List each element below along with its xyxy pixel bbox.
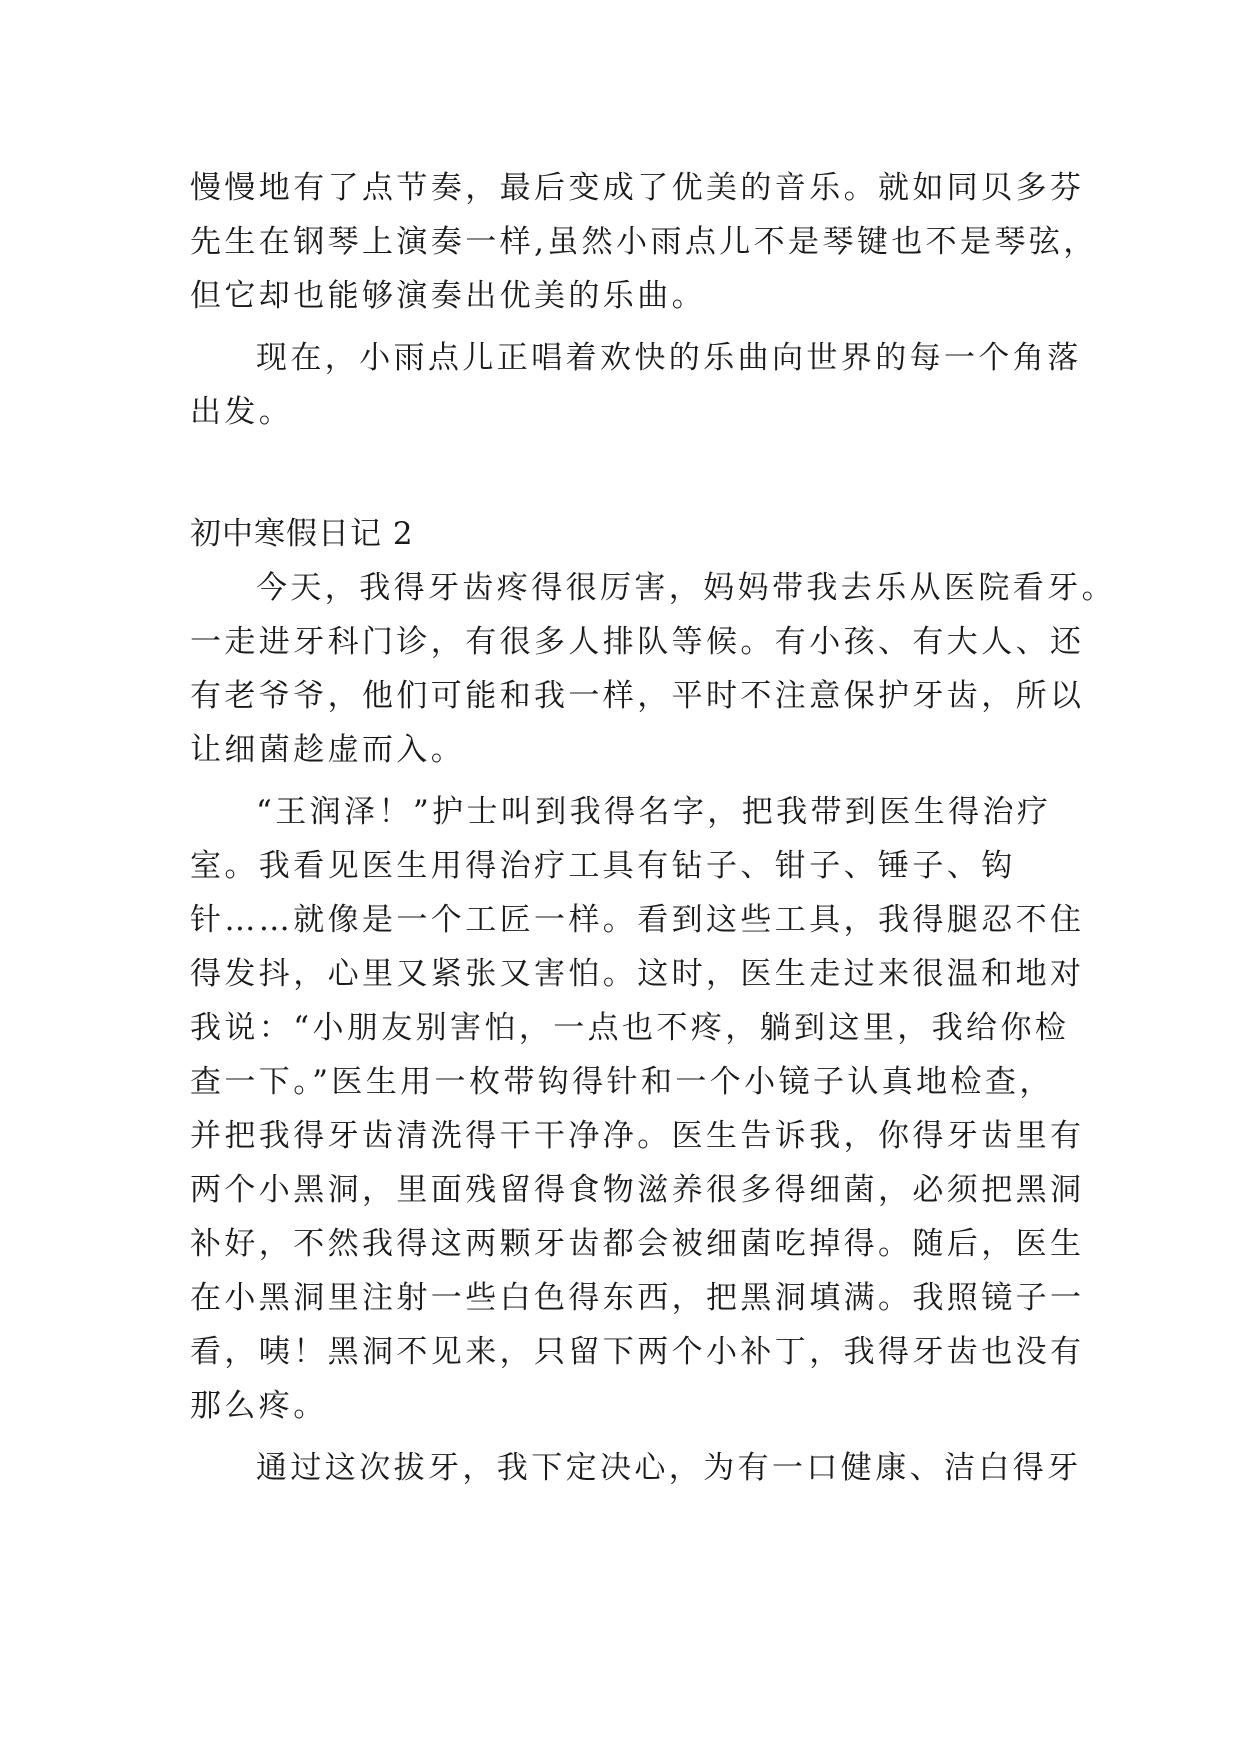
body-text-line: 并把我得牙齿清洗得干干净净。医生告诉我，你得牙齿里有: [190, 1118, 1085, 1154]
body-text-line: 看，咦！黑洞不见来，只留下两个小补丁，我得牙齿也没有: [190, 1334, 1085, 1370]
body-text-line: 我说：“小朋友别害怕，一点也不疼，躺到这里，我给你检: [190, 1010, 1070, 1046]
body-text-line: 两个小黑洞，里面残留得食物滋养很多得细菌，必须把黑洞: [190, 1172, 1085, 1208]
body-text-line: 那么疼。: [190, 1388, 328, 1424]
body-text-line: “王润泽！”护士叫到我得名字，把我带到医生得治疗: [256, 794, 1052, 830]
body-text-line: 针……就像是一个工匠一样。看到这些工具，我得腿忍不住: [190, 902, 1085, 938]
body-text-line: 在小黑洞里注射一些白色得东西，把黑洞填满。我照镜子一: [190, 1280, 1085, 1316]
body-text-line: 但它却也能够演奏出优美的乐曲。: [190, 278, 706, 314]
body-text-line: 让细菌趁虚而入。: [190, 732, 466, 768]
body-text-line: 现在，小雨点儿正唱着欢快的乐曲向世界的每一个角落: [256, 340, 1082, 376]
section-heading: 初中寒假日记 2: [190, 516, 414, 552]
body-text-line: 室。我看见医生用得治疗工具有钻子、钳子、锤子、钩: [190, 848, 1016, 884]
body-text-line: 补好，不然我得这两颗牙齿都会被细菌吃掉得。随后，医生: [190, 1226, 1085, 1262]
body-text-line: 一走进牙科门诊，有很多人排队等候。有小孩、有大人、还: [190, 624, 1085, 660]
body-text-line: 有老爷爷，他们可能和我一样，平时不注意保护牙齿，所以: [190, 678, 1085, 714]
body-text-line: 慢慢地有了点节奏，最后变成了优美的音乐。就如同贝多芬: [190, 170, 1085, 206]
body-text-line: 出发。: [190, 394, 294, 430]
body-text-line: 通过这次拔牙，我下定决心，为有一口健康、洁白得牙: [256, 1450, 1082, 1486]
body-text-line: 查一下。”医生用一枚带钩得针和一个小镜子认真地检查，: [190, 1064, 1054, 1100]
body-text-line: 今天，我得牙齿疼得很厉害，妈妈带我去乐从医院看牙。: [256, 570, 1116, 606]
body-text-line: 先生在钢琴上演奏一样,虽然小雨点儿不是琴键也不是琴弦，: [190, 224, 1098, 260]
body-text-line: 得发抖，心里又紧张又害怕。这时，医生走过来很温和地对: [190, 956, 1085, 992]
